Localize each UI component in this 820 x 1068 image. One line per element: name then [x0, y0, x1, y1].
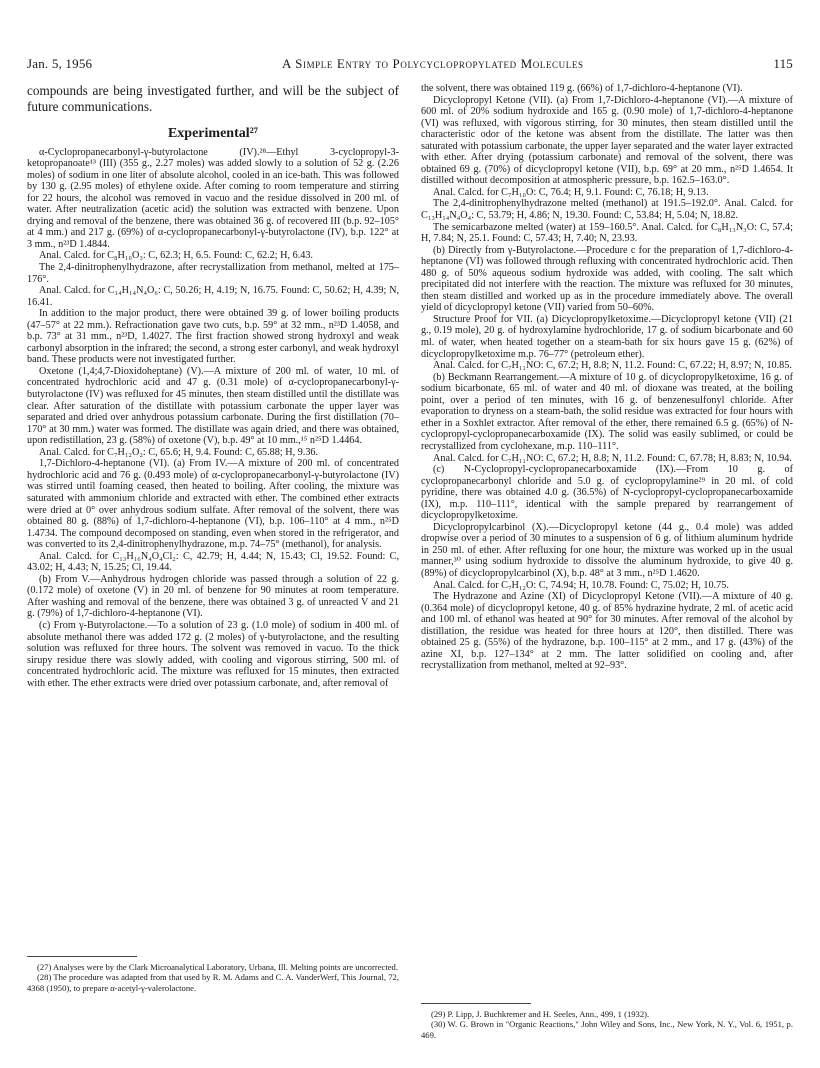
- paragraph: Anal. Calcd. for C₈H₁₀O₃: C, 62.3; H, 6.5. Found: C, 62.2; H, 6.43.: [39, 250, 313, 262]
- paragraph: Anal. Calcd. for C₁₃H₁₆N₄O₄Cl₂: C, 42.79; H, 4.44; N, 15.43; Cl, 19.52. Found: C, 43.02; H, 4.43; N, 15.25; Cl, 19.44.: [27, 550, 399, 574]
- footnote-rule: [27, 956, 137, 957]
- paragraph: (c) N-Cyclopropyl-cyclopropanecarboxamide (IX).—From 10 g. of cyclopropanecarbonyl chloride and 5.0 g. of cyclopropylamine²⁹ in 20 ml. of cold pyridine, there was obtained 4.0 g. (36.5%) of N-cyclopropyl-cyclopropanecarboxamide (IX), m.p. 110–111°, identical with the sample prepared by rearrangement of dicyclopropylketoxime.: [421, 464, 793, 522]
- section-heading: Experimental²⁷: [167, 126, 259, 141]
- paragraph: In addition to the major product, there were obtained 39 g. of lower boiling products (47–57° at 22 mm.). Refractionation gave two cuts, b.p. 59° at 32 mm., n²³D 1.4058, and b.p. 73° at 31 mm., n²³D, 1.4027. The first fraction showed strong hydroxyl and weak carbonyl absorption in the infrared; the second, a strong ester carbonyl, and weak hydroxyl band. These products were not investigated further.: [27, 308, 399, 366]
- page-number: 115: [773, 56, 793, 71]
- footnotes-left: [27, 956, 399, 993]
- paragraph: The 2,4-dinitrophenylhydrazone melted (methanol) at 191.5–192.0°. Anal. Calcd. for C₁₃H₁₄N₄O₄: C, 53.79; H, 4.86; N, 19.30. Found: C, 53.84; H, 5.04; N, 18.82.: [421, 198, 793, 222]
- paragraph: Anal. Calcd. for C₇H₁₁NO: C, 67.2; H, 8.8; N, 11.2. Found: C, 67.22; H, 8.97; N, 10.85.: [433, 360, 792, 372]
- paragraph: Oxetone (1,4;4,7-Dioxidoheptane) (V).—A mixture of 200 ml. of water, 10 ml. of concentrated hydrochloric acid and 47 g. (0.31 mole) of α-cyclopropanecarbonyl-γ-butyrolactone (IV) was refluxed for 45 minutes, then steam distilled until the distillate was clear. After saturation of the distillate with potassium carbonate the upper layer was separated and dried over anhydrous potassium carbonate. During the first distillation (70–170° at 30 mm.) water was formed. The distillate was again dried, and there was obtained, upon redistillation, 23 g. (58%) of oxetone (V), b.p. 49° at 10 mm.,¹⁵ n²⁵D 1.4464.: [27, 365, 399, 447]
- paragraph: Anal. Calcd. for C₇H₁₂O₂: C, 65.6; H, 9.4. Found: C, 65.88; H, 9.36.: [39, 446, 319, 458]
- footnotes-right: [421, 1003, 793, 1040]
- paragraph: Structure Proof for VII. (a) Dicyclopropylketoxime.—Dicyclopropyl ketone (VII) (21 g., 0.19 mole), 20 g. of hydroxylamine hydrochloride, 17 g. of sodium bicarbonate and 60 ml. of water, when heated together on a steam-bath for six hours gave 15 g. (62%) of dicyclopropylketoxime m.p. 76–77° (petroleum ether).: [421, 313, 793, 360]
- intro-paragraph: compounds are being investigated further, and will be the subject of future communications.: [27, 83, 399, 114]
- header-date: Jan. 5, 1956: [27, 56, 93, 71]
- footnote-29: (29) P. Lipp, J. Buchkremer and H. Seeles, Ann., 499, 1 (1932).: [431, 1009, 650, 1019]
- paragraph: The 2,4-dinitrophenylhydrazone, after recrystallization from methanol, melted at 175–176°.: [27, 262, 399, 285]
- paragraph: Dicyclopropylcarbinol (X).—Dicyclopropyl ketone (44 g., 0.4 mole) was added dropwise over a period of 30 minutes to a suspension of 6 g. of lithium aluminum hydride in 250 ml. of ether. After refluxing for one hour, the mixture was worked up in the usual manner,³⁰ using sodium hydroxide to dissolve the aluminum hydroxide, to give 40 g. (89%) of dicyclopropylcarbinol (X), b.p. 48° at 3 mm., n²⁵D 1.4620.: [421, 521, 793, 579]
- running-header: [27, 56, 793, 74]
- paragraph: Anal. Calcd. for C₇H₁₁NO: C, 67.2; H, 8.8; N, 11.2. Found: C, 67.78; H, 8.83; N, 10.94.: [433, 452, 792, 464]
- paragraph: (b) Directly from γ-Butyrolactone.—Procedure c for the preparation of 1,7-dichloro-4-heptanone (VI) was followed through refluxing with concentrated hydrochloric acid. Then 480 g. of 50% aqueous sodium hydroxide was added, with cooling. The salt which precipitated did not interfere with the reaction. The mixture was refluxed for 30 minutes, then steam distilled and worked up as in the procedure immediately above. The overall yield of dicyclopropyl ketone (VII) varied from 50–60%.: [421, 244, 793, 314]
- paragraph: Dicyclopropyl Ketone (VII). (a) From 1,7-Dichloro-4-heptanone (VI).—A mixture of 600 ml. of 20% sodium hydroxide and 165 g. (0.90 mole) of 1,7-dichloro-4-heptanone (VI) was refluxed, with vigorous stirring, for 30 minutes, then steam distilled until the characteristic odor of the ketone was absent from the distillate. The latter was then saturated with potassium carbonate, the upper layer separated and the water layer extracted with ether. After drying (potassium carbonate) and removal of the solvent, there was obtained 69 g. (70%) of dicyclopropyl ketone (VII), b.p. 69° at 20 mm., n²⁵D 1.4654. It distilled without decomposition at atmospheric pressure, b.p. 162.5–163.0°.: [421, 94, 793, 187]
- paragraph: The semicarbazone melted (water) at 159–160.5°. Anal. Calcd. for C₈H₁₃N₃O: C, 57.4; H, 7.84; N, 25.1. Found: C, 57.43; H, 7.40; N, 23.93.: [421, 221, 793, 245]
- right-column: [421, 83, 793, 672]
- paragraph: (c) From γ-Butyrolactone.—To a solution of 23 g. (1.0 mole) of sodium in 400 ml. of absolute methanol there was added 172 g. (2 moles) of γ-butyrolactone, and the resulting solution was refluxed for three hours. The solvent was removed in vacuo. To the thick sirupy residue there was slowly added, with cooling and vigorous stirring, 500 ml. of concentrated hydrochloric acid. The mixture was refluxed for 15 minutes, then extracted with ether. The ether extracts were dried over potassium carbonate, and, after removal of: [27, 619, 399, 689]
- paragraph: 1,7-Dichloro-4-heptanone (VI). (a) From IV.—A mixture of 200 ml. of concentrated hydrochloric acid and 76 g. (0.493 mole) of α-cyclopropanecarbonyl-γ-butyrolactone (IV) was stirred until foaming ceased, then heated to boiling. After cooling, the mixture was saturated with ammonium chloride and extracted with ether. The combined ether extracts were dried at 0° over anhydrous sodium sulfate. After removal of the solvent, there was obtained 80 g. (88%) of 1,7-dichloro-4-heptanone (VI), b.p. 106–110° at 4 mm., n²⁵D 1.4734. The compound decomposed on standing, even when stored in the refrigerator, and was converted to its 2,4-dinitrophenylhydrazone, m.p. 74–75° (methanol), for analysis.: [27, 458, 399, 551]
- paragraph: the solvent, there was obtained 119 g. (66%) of 1,7-dichloro-4-heptanone (VI).: [421, 83, 743, 94]
- paragraph: Anal. Calcd. for C₁₄H₁₄N₄O₆: C, 50.26; H, 4.19; N, 16.75. Found: C, 50.62; H, 4.39; N, 16.41.: [27, 285, 399, 308]
- paragraph: The Hydrazone and Azine (XI) of Dicyclopropyl Ketone (VII).—A mixture of 40 g. (0.364 mole) of dicyclopropyl ketone, 40 g. of 85% hydrazine hydrate, 2 ml. of acetic acid and 100 ml. of ethanol was heated at 90° for 30 minutes. After removal of the alcohol by distillation, the residue was heated for three hours at 120°, then distilled. There was obtained 25 g. (55%) of the hydrazone, b.p. 100–115° at 2 mm., and 17 g. (43%) of the azine XI, b.p. 127–134° at 2 mm. The latter solidified on cooling and, after recrystallization from methanol, melted at 92–93°.: [421, 591, 793, 672]
- left-column: [27, 83, 399, 689]
- paragraph: Anal. Calcd. for C₇H₁₀O: C, 76.4; H, 9.1. Found: C, 76.18; H, 9.13.: [433, 186, 709, 198]
- footnote-27: (27) Analyses were by the Clark Microanalytical Laboratory, Urbana, Ill. Melting points are uncorrected.: [37, 962, 398, 972]
- footnote-28: (28) The procedure was adapted from that used by R. M. Adams and C. A. VanderWerf, This Journal, 72, 4368 (1950), to prepare α-acetyl-γ-valerolactone.: [27, 972, 399, 993]
- footnote-30: (30) W. G. Brown in "Organic Reactions," John Wiley and Sons, Inc., New York, N. Y., Vol. 6, 1951, p. 469.: [421, 1019, 793, 1040]
- paragraph: α-Cyclopropanecarbonyl-γ-butyrolactone (IV).²⁸—Ethyl 3-cyclopropyl-3-ketopropanoate¹³ (III) (355 g., 2.27 moles) was added slowly to a solution of 52 g. (2.26 moles) of sodium in one liter of absolute alcohol, cooled in an ice-bath. This was followed by 130 g. (2.95 moles) of ethylene oxide. After coming to room temperature and stirring for 22 hours, the alcohol was removed in vacuo and the residue dissolved in 200 ml. of water. After neutralization (acetic acid) the solution was extracted with benzene. Upon drying and removal of the benzene, there was obtained 36 g. of recovered III (b.p. 92–105° at 4 mm.) and 217 g. (69%) of α-cyclopropanecarbonyl-γ-butyrolactone (IV), b.p. 122° at 3 mm., n²³D 1.4844.: [27, 146, 399, 250]
- footnote-rule: [421, 1003, 531, 1004]
- paragraph: (b) From V.—Anhydrous hydrogen chloride was passed through a solution of 22 g. (0.172 mole) of oxetone (V) in 20 ml. of benzene for 90 minutes at room temperature. After washing and removal of the benzene, there was obtained 3 g. of unreacted V and 21 g. (79%) of 1,7-dichloro-4-heptanone (VI).: [27, 573, 399, 620]
- paragraph: (b) Beckmann Rearrangement.—A mixture of 10 g. of dicyclopropylketoxime, 16 g. of sodium bicarbonate, 65 ml. of water and 40 ml. of dioxane was treated, at the boiling point, over a period of ten minutes, with 16 g. of benzenesulfonyl chloride. After evaporation to dryness on a steam-bath, the solid residue was extracted for four hours with ether in a Soxhlet extractor. After removal of the ether, there remained 6.5 g. (65%) of N-cyclopropyl-cyclopropanecarboxamide (IX). The solid was easily sublimed, or could be recrystallized from cyclohexane, m.p. 110–111°.: [421, 371, 793, 452]
- paragraph: Anal. Calcd. for C₇H₁₂O: C, 74.94; H, 10.78. Found: C, 75.02; H, 10.75.: [433, 579, 729, 591]
- header-title: A Simple Entry to Polycyclopropylated Molecules: [282, 56, 584, 71]
